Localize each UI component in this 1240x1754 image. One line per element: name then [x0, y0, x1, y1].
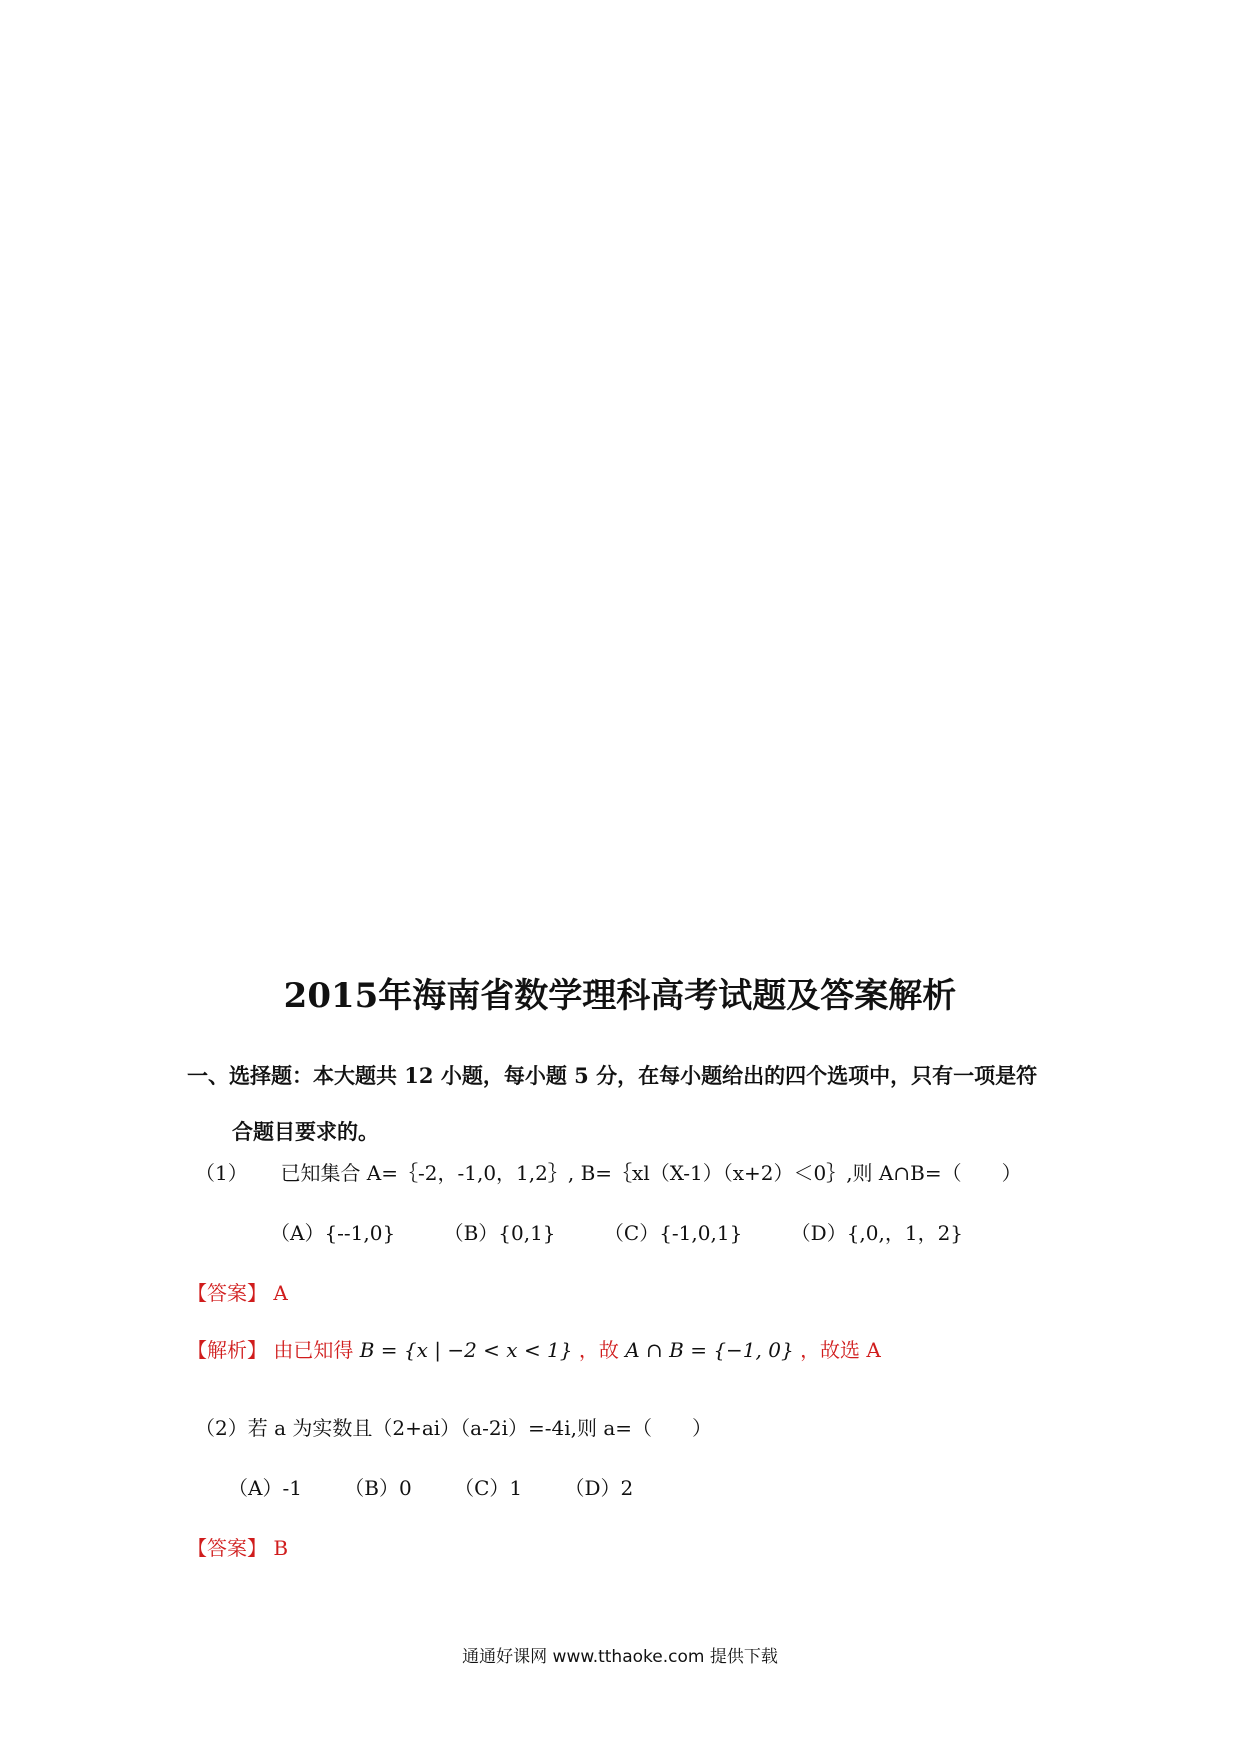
question-2-stem: （2）若 a 为实数且（2+ai）（a-2i）=-4i,则 a=（ ）: [195, 1416, 713, 1440]
page-footer: 通通好课网 www.tthaoke.com 提供下载: [462, 1647, 778, 1667]
question-2-answer-value: B: [273, 1536, 289, 1560]
question-2-answer-label: 【答案】: [187, 1536, 267, 1560]
question-1-analysis: [187, 1334, 881, 1363]
question-1: [195, 1157, 1022, 1186]
page-title: 2015年海南省数学理科高考试题及答案解析: [283, 976, 957, 1016]
question-1-stem: 已知集合 A=｛-2，-1,0，1,2｝, B=｛xl（X-1）（x+2）＜0｝,则 A∩B=（ ）: [280, 1161, 1022, 1185]
analysis-formula-set-b: B = {x | −2 < x < 1}: [359, 1338, 573, 1362]
section-heading-line2: 合题目要求的。: [232, 1119, 379, 1144]
question-1-analysis-prefix: 由已知得: [273, 1338, 354, 1362]
question-1-option-d: （D）{,0,，1，2}: [790, 1221, 964, 1245]
question-2-option-c: （C）1: [454, 1476, 523, 1500]
question-1-options: [270, 1217, 1005, 1246]
question-1-answer: [187, 1277, 288, 1306]
question-2-options: [228, 1472, 669, 1501]
question-1-answer-value: A: [273, 1281, 288, 1305]
question-1-answer-label: 【答案】: [187, 1281, 267, 1305]
analysis-formula-intersection: A ∩ B = {−1, 0}: [625, 1338, 794, 1362]
question-1-option-c: （C）{-1,0,1}: [603, 1221, 743, 1245]
section-heading: [187, 1048, 1067, 1160]
question-2-option-b: （B）0: [344, 1476, 412, 1500]
question-1-option-b: （B）{0,1}: [443, 1221, 556, 1245]
question-1-option-a: （A）{--1,0}: [270, 1221, 396, 1245]
question-1-analysis-label: 【解析】: [187, 1338, 267, 1362]
question-1-analysis-suffix: ，故选 A: [800, 1338, 881, 1362]
question-2-answer: [187, 1532, 288, 1561]
section-heading-line1: 一、选择题：本大题共 12 小题，每小题 5 分，在每小题给出的四个选项中，只有一项是符: [187, 1063, 1038, 1088]
question-2-option-a: （A）-1: [228, 1476, 302, 1500]
question-2-option-d: （D）2: [564, 1476, 634, 1500]
question-1-number: （1）: [195, 1161, 248, 1185]
question-1-analysis-middle: ，故: [578, 1338, 619, 1362]
